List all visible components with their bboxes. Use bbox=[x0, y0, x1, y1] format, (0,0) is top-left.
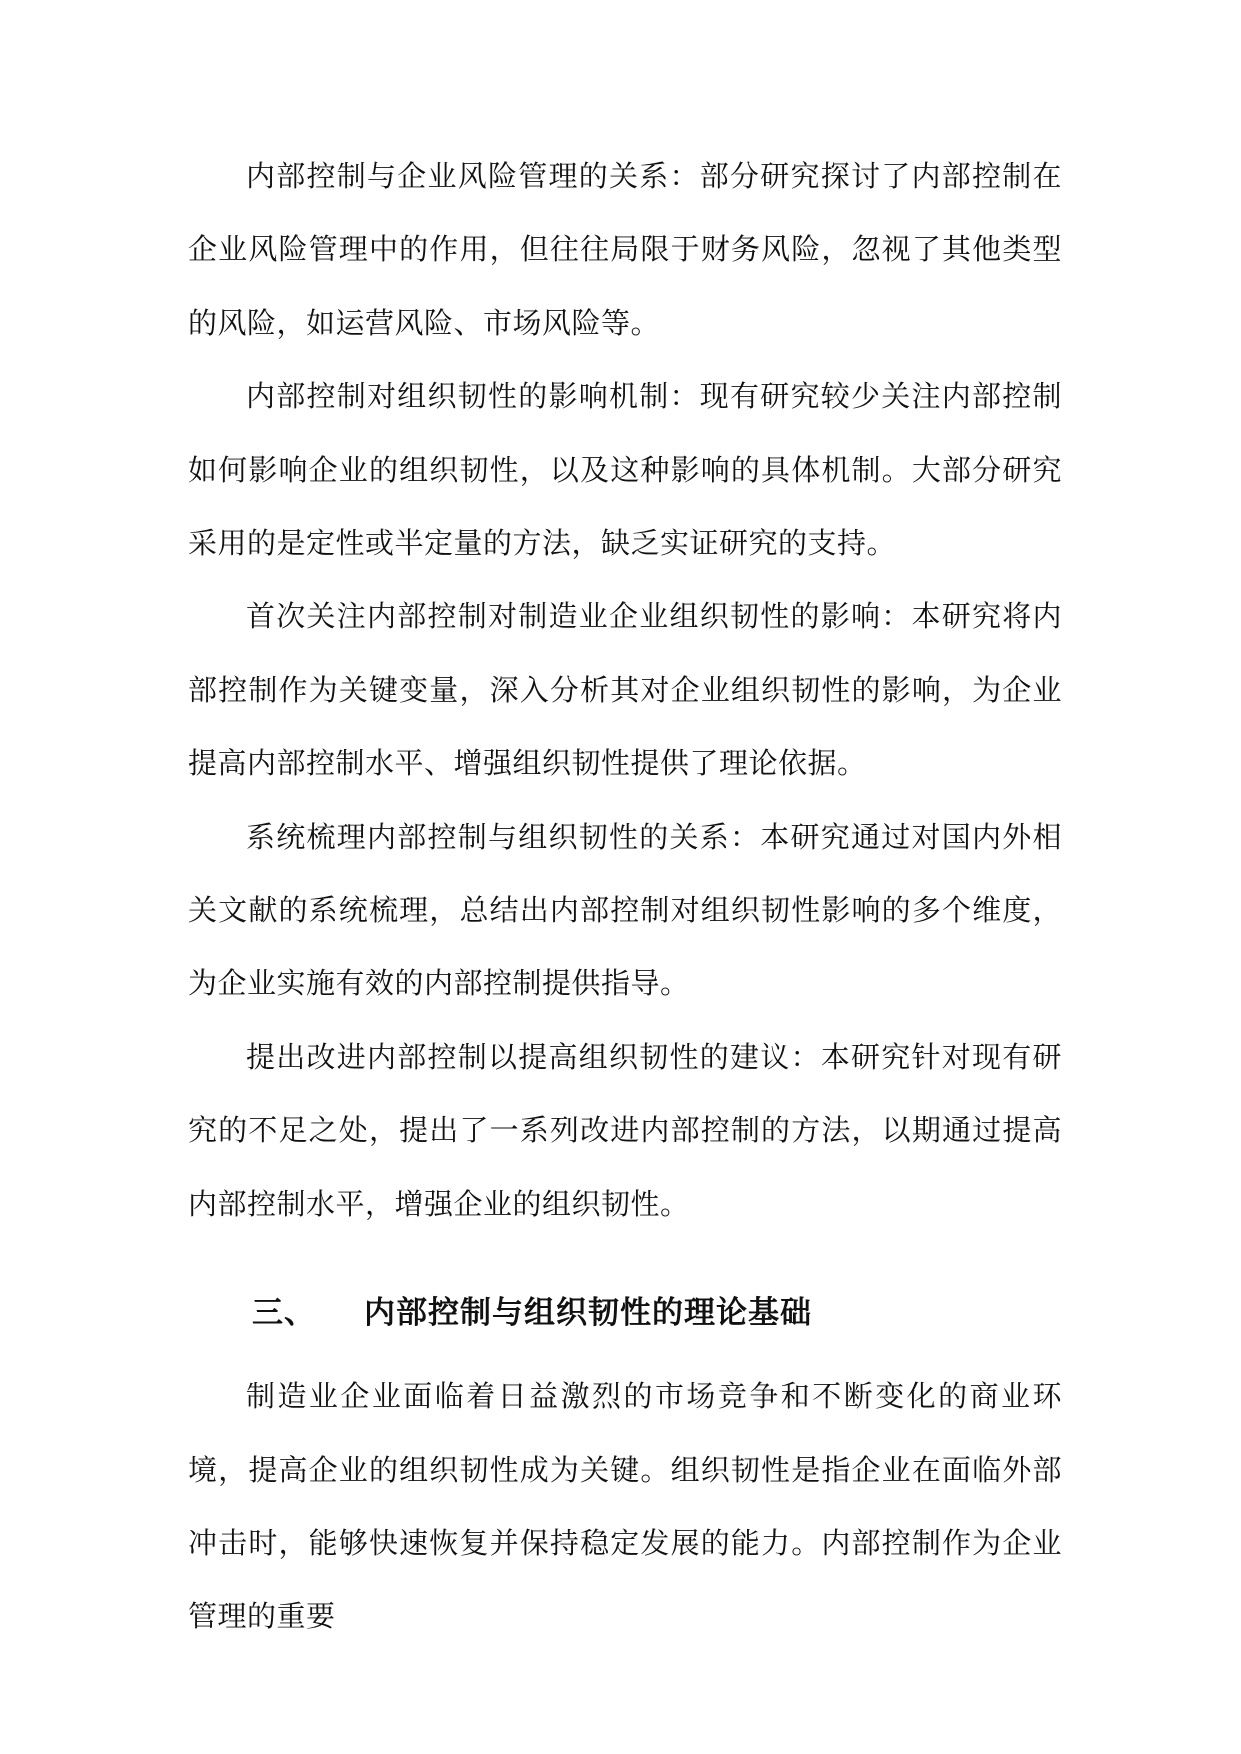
paragraph-improvement-suggestions: 提出改进内部控制以提高组织韧性的建议：本研究针对现有研究的不足之处，提出了一系列改进内部控制的方法，以期通过提高内部控制水平，增强企业的组织韧性。 bbox=[188, 1039, 1062, 1221]
section-title: 内部控制与组织韧性的理论基础 bbox=[364, 1295, 812, 1332]
section-heading bbox=[188, 1277, 1062, 1350]
paragraph-resilience-mechanism: 内部控制对组织韧性的影响机制：现有研究较少关注内部控制如何影响企业的组织韧性，以及这种影响的具体机制。大部分研究采用的是定性或半定量的方法，缺乏实证研究的支持。 bbox=[188, 379, 1062, 561]
paragraph-theory-intro: 制造业企业面临着日益激烈的市场竞争和不断变化的商业环境，提高企业的组织韧性成为关键。组织韧性是指企业在面临外部冲击时，能够快速恢复并保持稳定发展的能力。内部控制作为企业管理的重要 bbox=[188, 1379, 1062, 1634]
section-number: 三、 bbox=[252, 1295, 316, 1332]
paragraph-first-focus: 首次关注内部控制对制造业企业组织韧性的影响：本研究将内部控制作为关键变量，深入分析其对企业组织韧性的影响，为企业提高内部控制水平、增强组织韧性提供了理论依据。 bbox=[188, 599, 1062, 781]
paragraph-risk-management: 内部控制与企业风险管理的关系：部分研究探讨了内部控制在企业风险管理中的作用，但往往局限于财务风险，忽视了其他类型的风险，如运营风险、市场风险等。 bbox=[188, 159, 1062, 340]
paragraph-systematic-review: 系统梳理内部控制与组织韧性的关系：本研究通过对国内外相关文献的系统梳理，总结出内部控制对组织韧性影响的多个维度，为企业实施有效的内部控制提供指导。 bbox=[188, 819, 1062, 1001]
page-content bbox=[188, 140, 1062, 1654]
